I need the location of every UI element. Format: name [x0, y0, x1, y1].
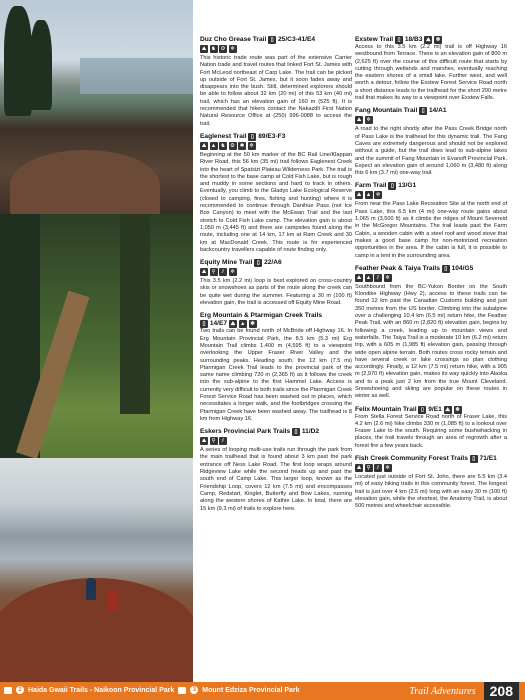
- article-title: [355, 265, 507, 273]
- snowshoe-icon: ❄: [366, 117, 371, 124]
- trail-name: Fish Creek Community Forest Trails: [355, 455, 468, 463]
- map-reference: 18/B3: [404, 36, 423, 43]
- hiking-icon: ⛰: [425, 37, 431, 43]
- activity-icons: [355, 274, 507, 282]
- article-title: [355, 406, 507, 414]
- article-body: Two trails can be found north of McBride off Highway 16. In Erg Mountain Provincial Park, the 8.5 km (5.3 mi) Erg Mountain Trail climbs 1,400 m (4,595 ft) to a viewpoint overlooking the Upper Fraser River Valley and the surrounding peaks. Heading south, the 12 km (7.5 mi) Ptarmigan Creek Trail leads to the provincial park of the same name climbing 720 m (2,365 ft) as it follows the creek into the sub-alpine to the first Hammel Lake. Access is currently very difficult to both trails since the Ptarmigan Creek Forest Service Road has been washed out in places, which necessitates a longer walk, and the footbridges crossing the Ptarmigan Creek have been washed away. The trailhead is 8 km from Highway 16.: [200, 328, 352, 422]
- horse-icon: ♞: [220, 142, 226, 149]
- article-body: From Stella Forest Service Road north of Fraser Lake, this 4.2 km (2.6 mi) hike climbs 330 m (1,085 ft) to a lookout over Fraser Lake to the south. Requiring some bushwhacking in places, the trail travels through an area of regrowth after a forest fire a few years back.: [355, 413, 507, 449]
- camera-icon: [4, 687, 12, 694]
- camera-icon: [178, 687, 186, 694]
- hiking-icon: ⛰: [201, 438, 207, 445]
- activity-icons: [355, 191, 507, 199]
- camping-icon: ▲: [210, 142, 217, 149]
- bike-icon: ⚲: [211, 438, 216, 445]
- photo-forest-boardwalk: [0, 214, 193, 458]
- hiking-icon: ⛰: [356, 274, 362, 281]
- article-body: Beginning at the 50 km marker of the BC Rail Line/Klappan River Road, this 56 km (35 mi) trail follows Eaglenest Creek into the heart of Spatsizi Plateau Wilderness Park. The trail is the shortest to the base camp at Cold Fish Lake, but is rough and muddy in some sections and hard to track in others. Eventually, you climb to the Gladys Lake Ecological Reserve (closed to camping, fires, fishing and hunting) where it is recommended to continue through Danihue Pass (not Ice Box Canyon) to meet with the McEwan Trail and the last stretch to Cold Fish Lake camp. The elevation gain is about 1,050 m (3,445 ft) and there are campsites found along the route, including one at 14 km, 17 km at Ram Creek and 30 km at MacDonald Creek. This route is for experienced backcountry travellers capable of route finding only.: [200, 151, 352, 253]
- atv-icon: ⚙: [220, 46, 226, 52]
- map-book-icon: ▯: [254, 259, 262, 267]
- activity-icons: [355, 464, 507, 472]
- article-title: [200, 312, 352, 328]
- hiking-icon: ⛰: [201, 142, 207, 149]
- map-book-icon: ▯: [419, 107, 427, 115]
- rock-shape: [10, 150, 160, 214]
- article-title: [200, 428, 352, 436]
- page-number: 208: [484, 682, 519, 700]
- hiking-icon: ⛰: [356, 117, 362, 124]
- hiking-icon: ⛰: [201, 269, 207, 276]
- map-book-icon: ▯: [248, 133, 256, 141]
- section-title: Trail Adventures: [409, 685, 476, 697]
- ski-icon: ⫽: [374, 464, 382, 472]
- snowshoe-icon: ❄: [375, 192, 381, 199]
- map-reference: 104/G5: [451, 264, 474, 272]
- activity-icons: [355, 116, 507, 124]
- trail-name: Equity Mine Trail: [200, 259, 253, 267]
- map-reference: 14/E7: [209, 320, 228, 328]
- article-body: Southbound from the BC-Yukon Border on the South Klondike Highway (Hwy 2), access to these trails can be found 12 km past the Canadian Customs building and just 350 metres from the US border. Climbing into the subalpine over a challenging 10.4 km (6.5 mi) return hike, the Feather Peak Trail, with an 860 m (2,820 ft) elevation gain, begins by following a creek, leading up to mountain views and waterfalls. The Taiya Trail is a moderate 10 km (6.2 mi) return trip, with a 605 m (1,985 ft) elevation gain, passing through wide open alpine terrain. Both routes cross rocky terrain and have several creek or lake crossings so plan clothing accordingly. Finally, a 12 km (7.5 mi) return hike, with a 905 m (2,970 ft) elevation gain, makes its way quickly into Alaska and to a peak just 2 km from the true Mount Cleveland. Snowshoeing and skiing are popular on these routes in winter as well.: [355, 283, 507, 400]
- snowshoe-icon: ❄: [455, 406, 460, 413]
- horse-icon: ♞: [211, 46, 216, 52]
- map-reference: 13/G1: [398, 182, 417, 190]
- trail-name: Duz Cho Grease Trail: [200, 36, 267, 43]
- rock-shape: [0, 578, 193, 682]
- trail-name: Farm Trail: [355, 182, 387, 190]
- page-footer: [0, 682, 525, 700]
- hiker-figure: [86, 578, 96, 600]
- article-body: Located just outside of Fort St. John, there are 5.5 km (3.4 mi) of easy hiking trails in this community forest. The longest trail is just over 4 km (2.5 mi) long with an easy 30 m (100 ft) elevation gain, while the shortest, the Anatomy Trail, is about 500 metres and wheelchair accessible.: [355, 474, 507, 510]
- trail-name: Fang Mountain Trail: [355, 107, 418, 115]
- map-reference: 11/D2: [301, 428, 320, 436]
- snowshoe-icon: ❄: [249, 142, 254, 149]
- trail-name: Exstew Trail: [355, 36, 394, 43]
- photo-captions: [4, 686, 300, 694]
- photo-hikers-rocky-ridge: [0, 458, 193, 682]
- article-title: [200, 133, 352, 141]
- atv-icon: ⚙: [230, 142, 235, 149]
- map-book-icon: ▯: [395, 36, 403, 44]
- activity-icons: [200, 142, 352, 150]
- map-book-icon: ▯: [388, 182, 396, 190]
- caption-number: 3: [190, 686, 198, 694]
- article: [355, 182, 507, 259]
- article-body: A series of looping multi-use trails run through the park from the main trailhead that is found about 3 km past the park entrance off Ness Lake Road. The first loop wraps around Ridgeview Lake while the second heads up and past the south end of Camp Lake. This larger loop, known as the Friendship Loop, covers 12 km (7.5 mi) and encompasses Camp, Redstart, Kinglet, Butterfly and Bow Lakes, running along the western shores of Kathie Lake. In total, there are 15 km (9.3 mi) of trails to explore here.: [200, 447, 352, 512]
- article: [355, 265, 507, 401]
- article-body: This 3.5 km (2.2 mi) loop is best explored on cross-country skis or snowshoes as parts of the route along the creek can be quite wet during the summer. Featuring a 30 m (100 ft) elevation gain, the trail is accessed off Equity Mine Road.: [200, 278, 352, 307]
- trail-name: Erg Mountain & Ptarmigan Creek Trails: [200, 312, 323, 320]
- ski-icon: ⫽: [219, 437, 227, 445]
- hiking-icon: ⛰: [201, 46, 207, 52]
- article-title: [200, 36, 352, 44]
- article: [200, 312, 352, 423]
- trail-name: Eaglenest Trail: [200, 132, 247, 140]
- tree-trunk-shape: [120, 214, 150, 414]
- article-body: This historic trade route was part of the extensive Carrier Nation trade and travel routes that linked Fort St. James with Fort McLeod northeast of Carp Lake. The trail can be picked up outside of Fort St. James, but it soon fades away and disappears into the bush. Still, determined explorers should be able to follow about 32 km (20 mi) of this 53 km (40 mi) trail, which has an elevation gain of 160 m (525 ft). It is recommended that hikers contact the Nakazdli First Nation Natural Resource Office at (250) 996-0088 to access the trail.: [200, 55, 352, 127]
- map-reference: 89/E3-F3: [258, 132, 286, 140]
- snowshoe-icon: ❄: [435, 37, 441, 43]
- photo-caption: Haida Gwaii Trails - Naikoon Provincial Park: [28, 686, 175, 694]
- map-reference: 9/E1: [428, 405, 442, 413]
- map-reference: 22/A6: [264, 259, 282, 267]
- map-book-icon: ▯: [200, 320, 208, 328]
- article: [200, 133, 352, 254]
- trail-name: Feather Peak & Taiya Trails: [355, 264, 440, 272]
- page-label: [409, 682, 519, 700]
- trail-name: Felix Mountain Trail: [355, 405, 417, 413]
- camping-icon: ▲: [365, 192, 372, 199]
- ski-icon: ⫽: [374, 274, 382, 282]
- snowshoe-icon: ❄: [385, 274, 390, 281]
- snowshoe-icon: ❄: [230, 269, 235, 276]
- article-body: A road to the right shortly after the Pass Creek Bridge north of Pass Lake is the trailhead for this dynamic trail. The Fang Caves are extremely dangerous and should not be explored without a guide, but the trail does lead to sub-alpine lakes and the summit of Fang Mountain in Evanoff Provincial Park. Expect an elevation gain of around 1,060 m (3,480 ft) along this 6 km (3.7 mi) one-way trail.: [355, 126, 507, 177]
- left-column: [200, 36, 352, 518]
- tree-shape: [30, 20, 52, 110]
- hiking-icon: ⛰: [445, 406, 450, 413]
- article-title: [355, 36, 507, 44]
- article: [200, 259, 352, 307]
- article: [200, 36, 352, 128]
- camping-icon: ▲: [240, 321, 246, 328]
- photo-caption: Mount Edziza Provincial Park: [202, 686, 300, 694]
- map-book-icon: ▯: [470, 455, 478, 463]
- article-title: [355, 182, 507, 190]
- ski-icon: ⫽: [219, 268, 227, 276]
- article: [355, 36, 507, 102]
- map-book-icon: ▯: [418, 406, 426, 414]
- map-reference: 71/E1: [479, 455, 497, 463]
- trail-name: Eskers Provincial Park Trails: [200, 428, 291, 436]
- article: [355, 107, 507, 177]
- snowshoe-icon: ❄: [230, 46, 235, 52]
- bike-icon: ⚲: [211, 269, 216, 276]
- right-column: [355, 36, 507, 516]
- article-title: [355, 455, 507, 463]
- snowshoe-icon: ❄: [250, 321, 255, 328]
- activity-icons: [200, 268, 352, 276]
- activity-icons: [200, 45, 352, 53]
- hiking-icon: ⛰: [356, 192, 362, 199]
- article: [200, 428, 352, 513]
- snowmobile-icon: ✱: [239, 142, 245, 149]
- map-book-icon: ▯: [268, 36, 276, 44]
- article-title: [355, 107, 507, 115]
- hiker-figure: [108, 590, 118, 612]
- hiking-icon: ⛰: [356, 465, 362, 472]
- activity-icons: [200, 437, 352, 445]
- water-shape: [80, 58, 193, 94]
- camping-icon: ▲: [365, 274, 372, 281]
- photo-strip: [0, 0, 193, 682]
- article: [355, 455, 507, 510]
- hiking-icon: ⛰: [230, 321, 236, 328]
- photo-coastal-shoreline: [0, 0, 193, 214]
- caption-number: 2: [16, 686, 24, 694]
- bike-icon: ⚲: [366, 465, 371, 472]
- map-book-icon: ▯: [442, 265, 450, 273]
- article: [355, 406, 507, 450]
- snowshoe-icon: ❄: [385, 465, 390, 472]
- article-body: From near the Pass Lake Recreation Site at the north end of Pass Lake, this 6.5 km (4 mi) one-way route gains about 1,065 m (3,500 ft) as it climbs the ridges of Mount Severeid in the McGregor Mountains. The trail leads past the Farm Cabin, a wooden cabin with a steel roof and wood stove that makes a good base camp for non-motorized recreation opportunities in the area. If the cabin is full, it is possible to camp in a tent in the surrounding area.: [355, 201, 507, 259]
- map-reference: 25/C3-41/E4: [278, 36, 316, 43]
- tree-shape: [4, 6, 32, 116]
- article-body: Access to this 3.5 km (2.2 mi) trail is off Highway 16 westbound from Terrace. There is an elevation gain of 800 m (2,625 ft) over the course of this difficult route that starts by cutting through wetlands and marshes, eventually reaching the eastern shores of a small lake. Further west, and well worth a detour, follow the Exstew Forest Service Road north a short distance leads to the trailhead for the short 200 metre trail that makes its way to a viewpoint over Exstew Falls.: [355, 44, 507, 102]
- map-reference: 14/A1: [428, 107, 447, 115]
- map-book-icon: ▯: [292, 428, 300, 436]
- article-title: [200, 259, 352, 267]
